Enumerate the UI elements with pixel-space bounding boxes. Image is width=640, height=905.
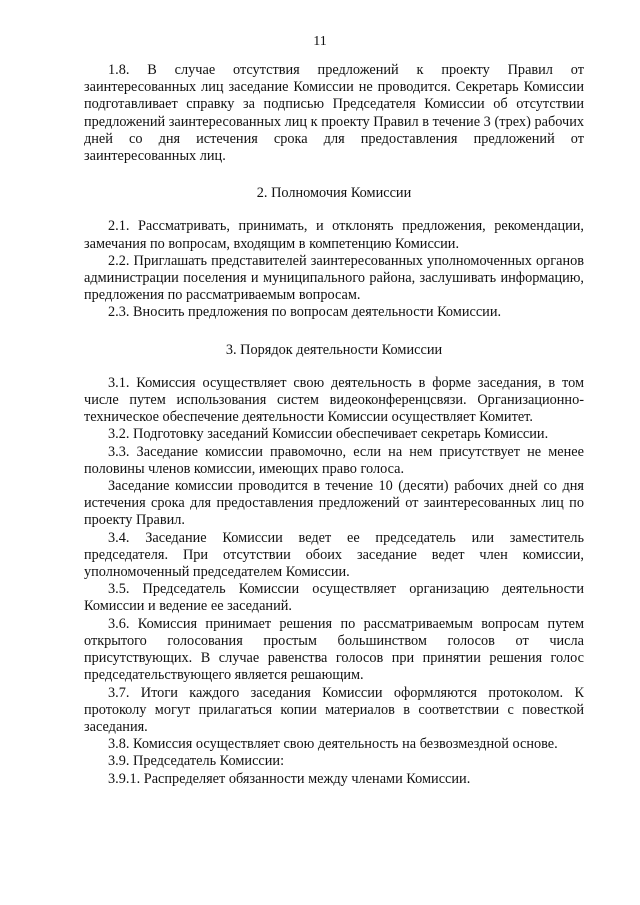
paragraph: 1.8. В случае отсутствия предложений к проекту Правил от заинтересованных лиц заседание Комиссии не проводится. Секретарь Комиссии подготавливает справку за подписью Председателя Комиссии об отсутствии предложений заинтересованных лиц к проекту Правил в течение 3 (трех) рабочих дней со дня истечения срока для предоставления предложений от заинтересованных лиц. xyxy=(84,62,584,165)
paragraph: 3.1. Комиссия осуществляет свою деятельность в форме заседания, в том числе путем использования систем видеоконференцсвязи. Организационно-техническое обеспечение деятельности Комиссии осуществляет Комитет. xyxy=(84,374,584,426)
paragraph: Заседание комиссии проводится в течение 10 (десяти) рабочих дней со дня истечения срока для предоставления предложений от заинтересованных лиц по проекту Правил. xyxy=(84,478,584,529)
section-spacer xyxy=(84,359,584,375)
paragraph: 2.3. Вносить предложения по вопросам деятельности Комиссии. xyxy=(108,304,502,321)
paragraph: 3.7. Итоги каждого заседания Комиссии оформляются протоколом. К протоколу могут прилагаться копии материалов в соответствии с повесткой заседания. xyxy=(84,684,584,735)
document-body xyxy=(84,62,584,788)
section-spacer xyxy=(84,202,584,218)
paragraph: 2.1. Рассматривать, принимать, и отклонять предложения, рекомендации, замечания по вопросам, входящим в компетенцию Комиссии. xyxy=(84,218,584,252)
paragraph: 3.9.1. Распределяет обязанности между членами Комиссии. xyxy=(108,770,471,787)
paragraph: 3.6. Комиссия принимает решения по рассматриваемым вопросам путем открытого голосования простым большинством голосов от числа присутствующих. В случае равенства голосов при принятии решения голос председательствующего является решающим. xyxy=(84,615,584,684)
paragraph: 3.3. Заседание комиссии правомочно, если на нем присутствует не менее половины членов комиссии, имеющих право голоса. xyxy=(84,443,584,477)
section-spacer xyxy=(84,322,584,342)
page-number: 11 xyxy=(313,34,327,49)
paragraph: 3.2. Подготовку заседаний Комиссии обеспечивает секретарь Комиссии. xyxy=(108,426,549,443)
section-heading: 2. Полномочия Комиссии xyxy=(256,185,412,202)
paragraph: 3.4. Заседание Комиссии ведет ее председатель или заместитель председателя. При отсутствии обоих заседание ведет член комиссии, уполномоченный председателем Комиссии. xyxy=(84,529,584,581)
paragraph: 3.9. Председатель Комиссии: xyxy=(108,753,285,770)
paragraph: 2.2. Приглашать представителей заинтересованных уполномоченных органов администрации поселения и муниципального района, заслушивать информацию, предложения по рассматриваемым вопросам. xyxy=(84,252,584,304)
section-spacer xyxy=(84,165,584,185)
section-heading: 3. Порядок деятельности Комиссии xyxy=(225,341,443,358)
paragraph: 3.8. Комиссия осуществляет свою деятельность на безвозмездной основе. xyxy=(108,736,558,753)
paragraph: 3.5. Председатель Комиссии осуществляет организацию деятельности Комиссии и ведение ее заседаний. xyxy=(84,581,584,615)
